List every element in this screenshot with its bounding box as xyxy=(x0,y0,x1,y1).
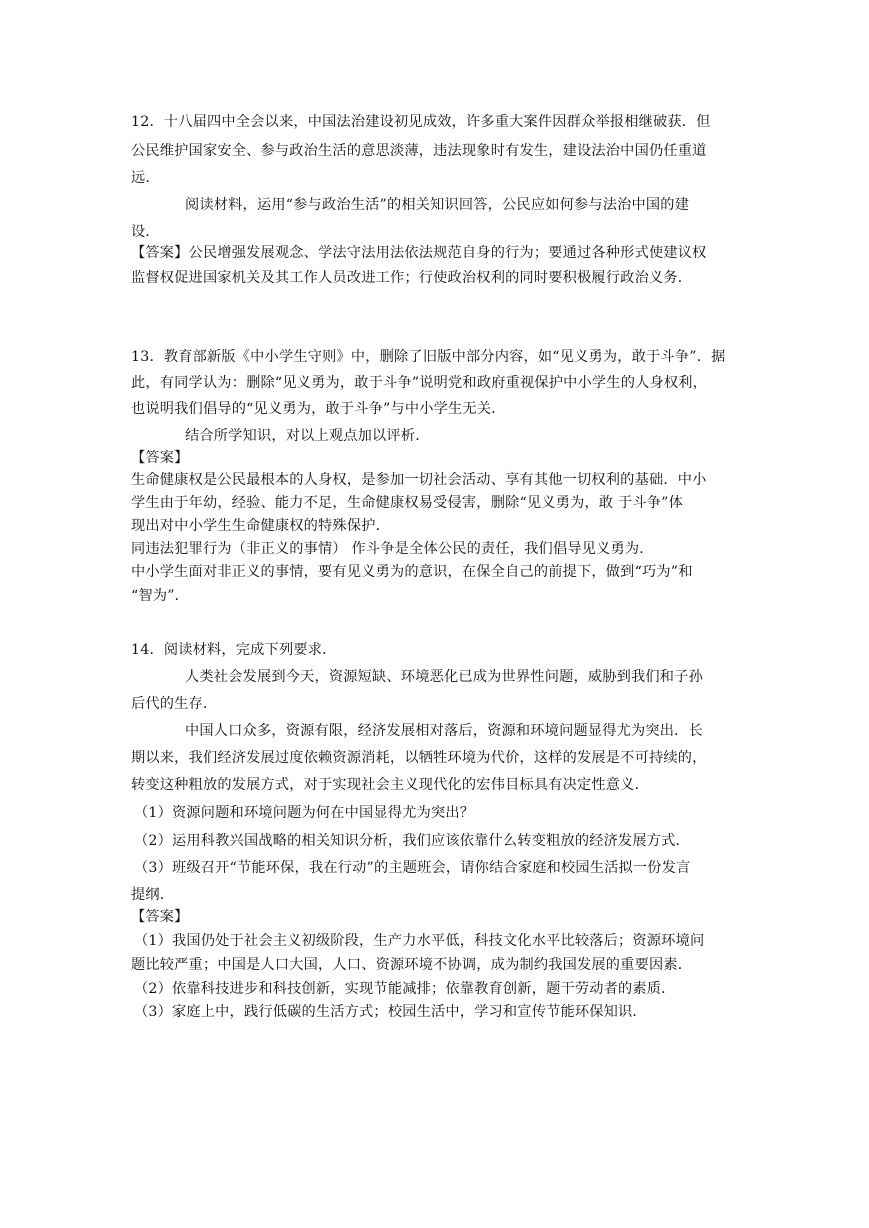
q12-answer-line: 【答案】公民增强发展观念、学法守法用法依法规范自身的行为；要通过各种形式使建议权 xyxy=(131,245,707,261)
q12-text-line: 公民维护国家安全、参与政治生活的意思淡薄，违法现象时有发生，建设法治中国仍任重道 xyxy=(131,143,707,159)
q14-question-line: （2）运用科教兴国战略的相关知识分析，我们应该依靠什么转变粗放的经济发展方式． xyxy=(134,833,690,849)
q14-question-line: （1）资源问题和环境问题为何在中国显得尤为突出？ xyxy=(134,805,475,821)
q14-material-line: 期以来，我们经济发展过度依赖资源消耗，以牺牲环境为代价，这样的发展是不可持续的， xyxy=(131,750,707,766)
q13-answer-line: “智为”． xyxy=(131,588,190,604)
q14-material-line: 后代的生存． xyxy=(131,696,218,712)
q14-answer-line: （1）我国仍处于社会主义初级阶段，生产力水平低，科技文化水平比较落后；资源环境问 xyxy=(134,933,705,949)
q12-prompt-line: 阅读材料，运用“参与政治生活”的相关知识回答，公民应如何参与法治中国的建 xyxy=(185,197,690,213)
q14-material-line: 中国人口众多，资源有限，经济发展相对落后，资源和环境问题显得尤为突出．长 xyxy=(185,723,703,739)
q13-answer-line: 生命健康权是公民最根本的人身权，是参加一切社会活动、享有其他一切权利的基础．中小 xyxy=(131,472,707,488)
q12-text-line: 远． xyxy=(131,170,160,186)
q14-answer-label: 【答案】 xyxy=(131,909,189,925)
q13-text-line: 也说明我们倡导的“见义勇为，敢于斗争”与中小学生无关． xyxy=(131,401,506,417)
q12-answer-line: 监督权促进国家机关及其工作人员改进工作；行使政治权利的同时要积极履行政治义务． xyxy=(131,270,693,286)
q13-text-line: 13．教育部新版《中小学生守则》中，删除了旧版中部分内容，如“见义勇为，敢于斗争”．据 xyxy=(131,349,726,365)
q14-text-line: 14．阅读材料，完成下列要求． xyxy=(131,642,337,658)
q14-material-line: 人类社会发展到今天，资源短缺、环境恶化已成为世界性问题，威胁到我们和子孙 xyxy=(185,669,703,685)
q13-answer-line: 同违法犯罪行为（非正义的事情） 作斗争是全体公民的责任，我们倡导见义勇为． xyxy=(131,541,654,557)
q13-prompt-line: 结合所学知识，对以上观点加以评析． xyxy=(185,428,430,444)
q14-material-line: 转变这种粗放的发展方式，对于实现社会主义现代化的宏伟目标具有决定性意义． xyxy=(131,777,649,793)
q13-text-line: 此，有同学认为：删除“见义勇为，敢于斗争”说明党和政府重视保护中小学生的人身权利， xyxy=(131,375,708,391)
q13-answer-label: 【答案】 xyxy=(131,450,189,466)
q14-question-line: （3）班级召开“节能环保，我在行动”的主题班会，请你结合家庭和校园生活拟一份发言 xyxy=(134,860,691,876)
q14-question-line: 提纲． xyxy=(131,887,175,903)
q14-answer-line: （3）家庭上中，践行低碳的生活方式；校园生活中，学习和宣传节能环保知识． xyxy=(134,1004,647,1020)
q12-text-line: 12．十八届四中全会以来，中国法治建设初见成效，许多重大案件因群众举报相继破获．但 xyxy=(131,114,711,130)
q13-answer-line: 中小学生面对非正义的事情，要有见义勇为的意识，在保全自己的前提下，做到“巧为”和 xyxy=(131,564,693,580)
q13-answer-line: 学生由于年幼，经验、能力不足，生命健康权易受侵害，删除“见义勇为，敢 于斗争”体 xyxy=(131,495,683,511)
q14-answer-line: 题比较严重；中国是人口大国，人口、资源环境不协调，成为制约我国发展的重要因素． xyxy=(131,957,693,973)
q12-prompt-line: 设． xyxy=(131,224,160,240)
q13-answer-line: 现出对中小学生生命健康权的特殊保护． xyxy=(131,518,390,534)
q14-answer-line: （2）依靠科技进步和科技创新，实现节能减排；依靠教育创新，题干劳动者的素质． xyxy=(134,981,676,997)
